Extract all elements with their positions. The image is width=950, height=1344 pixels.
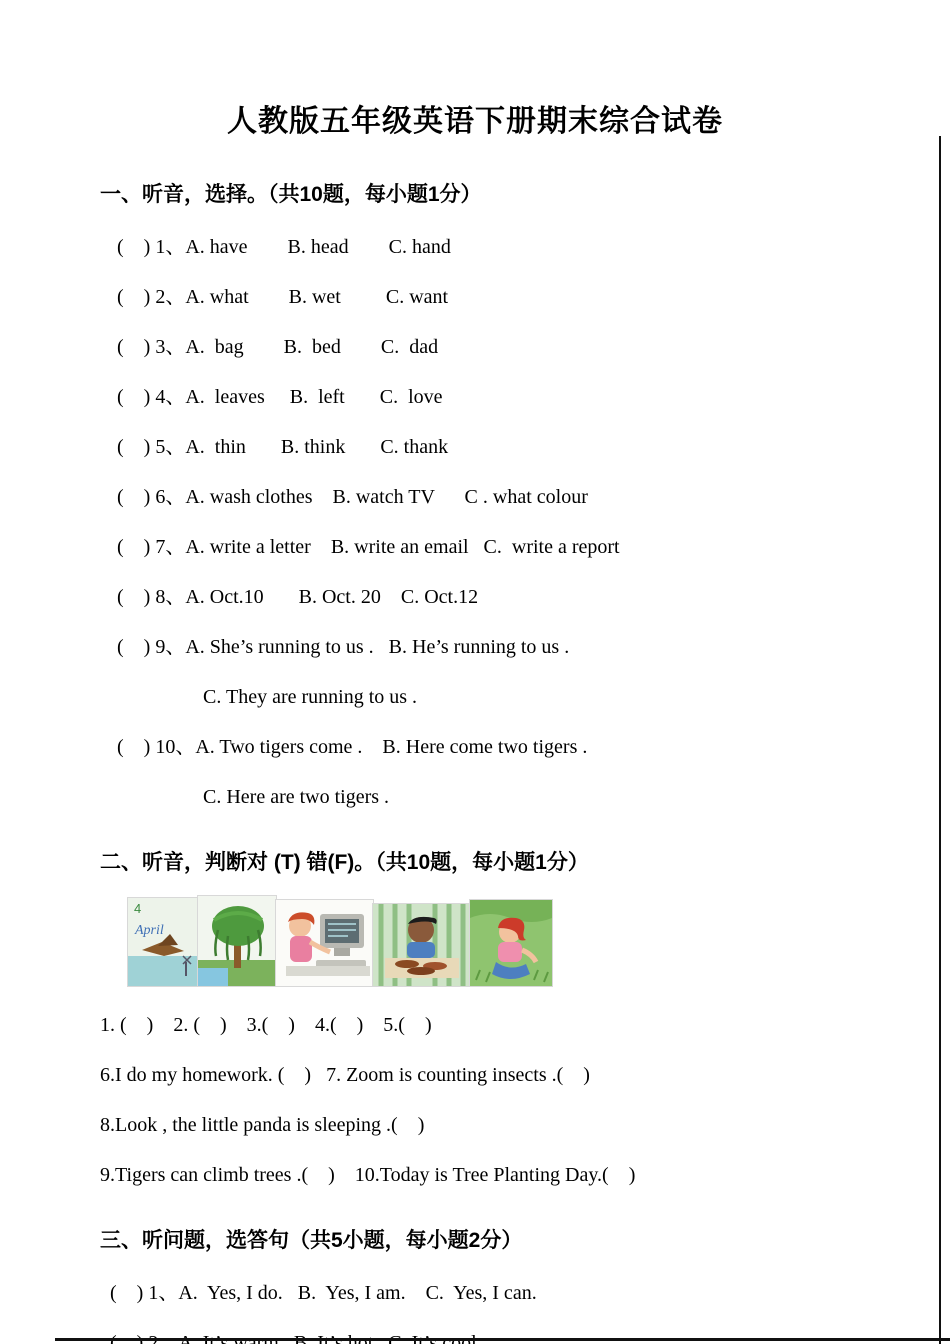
boy-eating-meal-image <box>373 904 470 986</box>
s1-line-6: ( ) 6、A. wash clothes B. watch TV C . what colour <box>117 486 588 508</box>
s2-line-8: 8.Look , the little panda is sleeping .( ) <box>100 1114 425 1136</box>
section1-heading: 一、听音，选择。（共10题，每小题1分） <box>100 183 482 206</box>
s1-line-10: ( ) 10、A. Two tigers come . B. Here come two tigers . <box>117 736 588 758</box>
s1-line-9c: C. They are running to us . <box>203 686 418 708</box>
s1-line-1: ( ) 1、A. have B. head C. hand <box>117 236 451 258</box>
willow-tree-river-icon <box>198 896 276 986</box>
girl-planting-grass-icon <box>470 900 552 986</box>
s2-answer-blanks-line: 1. ( ) 2. ( ) 3.( ) 4.( ) 5.( ) <box>100 1014 432 1036</box>
scan-edge-bottom-line <box>55 1338 950 1341</box>
willow-tree-river-image <box>198 896 276 986</box>
s2-line-9-10: 9.Tigers can climb trees .( ) 10.Today is Tree Planting Day.( ) <box>100 1164 636 1186</box>
svg-text:4: 4 <box>134 901 142 916</box>
listening-picture-row <box>128 894 950 986</box>
girl-at-computer-icon <box>276 900 373 986</box>
scan-edge-right-line <box>939 136 941 1344</box>
april-calendar-bird-image <box>128 898 198 986</box>
s1-line-8: ( ) 8、A. Oct.10 B. Oct. 20 C. Oct.12 <box>117 586 479 608</box>
april-calendar-bird-icon <box>128 898 198 986</box>
section3-heading: 三、听问题，选答句（共5小题，每小题2分） <box>100 1229 523 1252</box>
s1-line-9: ( ) 9、A. She’s running to us . B. He’s running to us . <box>117 636 570 658</box>
s1-line-3: ( ) 3、A. bag B. bed C. dad <box>117 336 439 358</box>
section2-heading: 二、听音，判断对 (T) 错(F)。（共10题，每小题1分） <box>100 851 589 874</box>
s2-line-6-7: 6.I do my homework. ( ) 7. Zoom is counting insects .( ) <box>100 1064 590 1086</box>
s1-line-2: ( ) 2、A. what B. wet C. want <box>117 286 449 308</box>
girl-at-computer-image <box>276 900 373 986</box>
s1-line-10c: C. Here are two tigers . <box>203 786 390 808</box>
s1-line-7: ( ) 7、A. write a letter B. write an email C. write a report <box>117 536 620 558</box>
svg-text:April: April <box>135 923 164 938</box>
s3-line-1: ( ) 1、A. Yes, I do. B. Yes, I am. C. Yes, I can. <box>110 1282 537 1304</box>
page-title: 人教版五年级英语下册期末综合试卷 <box>227 105 723 138</box>
girl-planting-grass-image <box>470 900 552 986</box>
s1-line-5: ( ) 5、A. thin B. think C. thank <box>117 436 449 458</box>
boy-eating-meal-icon <box>373 904 470 986</box>
s1-line-4: ( ) 4、A. leaves B. left C. love <box>117 386 443 408</box>
